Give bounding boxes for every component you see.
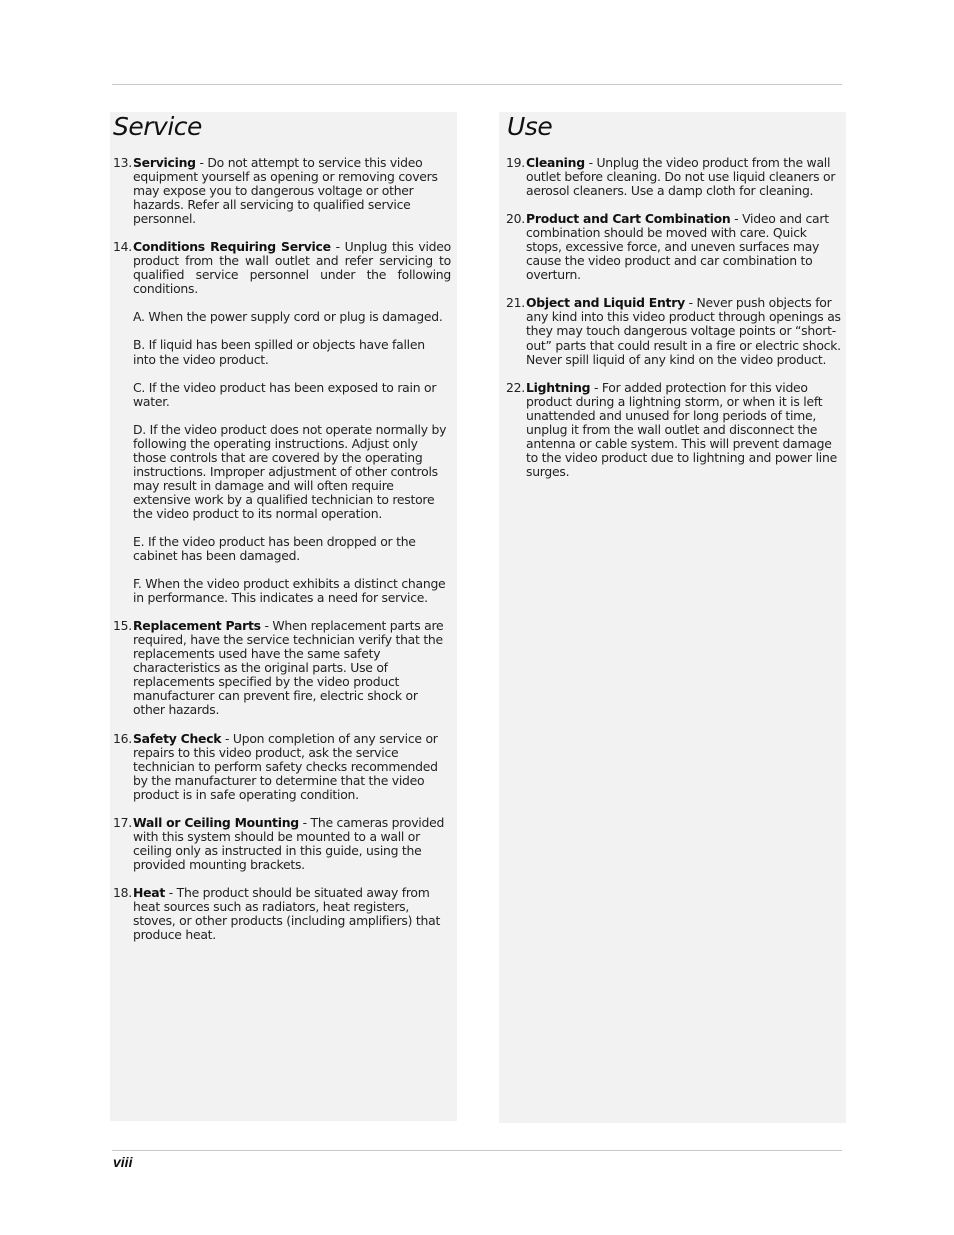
use-heading: Use (507, 112, 553, 141)
page-number: viii (113, 1154, 133, 1170)
item-heading: Cleaning (526, 155, 585, 170)
item-number: 16. (113, 730, 132, 746)
list-item (113, 156, 451, 226)
item-body: - Video and cart combination should be moved with care. Quick stops, excessive force, and uneven surfaces may cause the video product and car combination to overturn. (526, 211, 829, 283)
item-body: - For added protection for this video product during a lightning storm, or when it is left unattended and unused for long periods of time, unplug it from the wall outlet and disconnect the antenna or cable system. This will prevent damage to the video product due to lightning and power line surges. (526, 379, 837, 479)
use-column (499, 112, 846, 1123)
item-body: - Do not attempt to service this video equipment yourself as opening or removing covers may expose you to dangerous voltage or other hazards. Refer all servicing to qualified service personnel. (133, 155, 438, 227)
item-number: 18. (113, 884, 132, 900)
list-item (506, 212, 841, 282)
item-heading: Object and Liquid Entry (526, 295, 685, 311)
item-number: 19. (506, 155, 525, 170)
item-text (133, 732, 451, 802)
item-text (133, 156, 451, 226)
item-heading: Replacement Parts (133, 618, 261, 634)
condition-c: C. If the video product has been exposed to rain or water. (133, 379, 437, 409)
item-body: - When replacement parts are required, have the service technician verify that the replacements used have the same safety characteristics as the original parts. Use of replacements specified by the video product manufacturer can prevent fire, electric shock or other hazards. (133, 618, 444, 718)
item-text (133, 816, 451, 872)
condition-a: A. When the power supply cord or plug is damaged. (133, 309, 443, 325)
list-item (113, 886, 451, 942)
list-item (506, 156, 841, 198)
item-text (133, 240, 451, 296)
item-number: 17. (113, 814, 132, 830)
list-item (113, 732, 451, 802)
item-text (133, 886, 451, 942)
item-text (526, 381, 841, 479)
item-number: 14. (113, 239, 132, 255)
condition-e: E. If the video product has been dropped or the cabinet has been damaged. (133, 533, 416, 564)
list-item (113, 619, 451, 717)
condition-d: D. If the video product does not operate normally by following the operating instructions. Adjust only those controls that are covered by the operating instructions. Improper adjustment of other controls may result in damage and will often require extensive work by a qualified technician to restore the video product to its normal operation. (133, 421, 447, 521)
item-heading: Wall or Ceiling Mounting (133, 814, 299, 830)
item-body: - Unplug this video product from the wall outlet and refer servicing to qualified service personnel under the following conditions. (133, 239, 451, 297)
item-number: 20. (506, 211, 525, 227)
header-rule (112, 84, 842, 85)
item-body: - The cameras provided with this system should be mounted to a wall or ceiling only as instructed in this guide, using the provided mounting brackets. (133, 814, 445, 872)
item-body: - Unplug the video product from the wall outlet before cleaning. Do not use liquid cleaners or aerosol cleaners. Use a damp cloth for cleaning. (526, 155, 836, 199)
condition-b: B. If liquid has been spilled or objects have fallen into the video product. (133, 337, 425, 367)
condition-f: F. When the video product exhibits a distinct change in performance. This indicates a need for service. (133, 576, 446, 606)
item-body: - Never push objects for any kind into this video product through openings as they may touch dangerous voltage points or “short-out” parts that could result in a fire or electric shock. Never spill liquid of any kind on the video product. (526, 295, 841, 367)
service-heading: Service (113, 112, 202, 141)
item-number: 13. (113, 155, 132, 170)
service-column (110, 112, 457, 1121)
list-item (113, 816, 451, 872)
list-item (506, 381, 841, 479)
item-number: 15. (113, 618, 132, 634)
item-body: - The product should be situated away from heat sources such as radiators, heat registers, stoves, or other products (including amplifiers) that produce heat. (133, 884, 441, 943)
item-heading: Heat (133, 884, 166, 900)
item-text (526, 156, 841, 198)
list-item (506, 296, 841, 366)
item-heading: Conditions Requiring Service (133, 239, 331, 255)
item-heading: Lightning (526, 379, 591, 395)
item-text (133, 619, 451, 717)
item-heading: Product and Cart Combination (526, 211, 731, 227)
item-text (526, 296, 841, 366)
item-heading: Servicing (133, 155, 196, 170)
item-heading: Safety Check (133, 730, 222, 746)
item-body: - Upon completion of any service or repairs to this video product, ask the service technician to perform safety checks recommended by the manufacturer to determine that the video product is in safe operating condition. (133, 730, 438, 802)
item-text (526, 212, 841, 282)
footer-rule (112, 1150, 842, 1151)
item-number: 22. (506, 379, 525, 395)
list-item (113, 240, 451, 605)
item-number: 21. (506, 295, 525, 311)
